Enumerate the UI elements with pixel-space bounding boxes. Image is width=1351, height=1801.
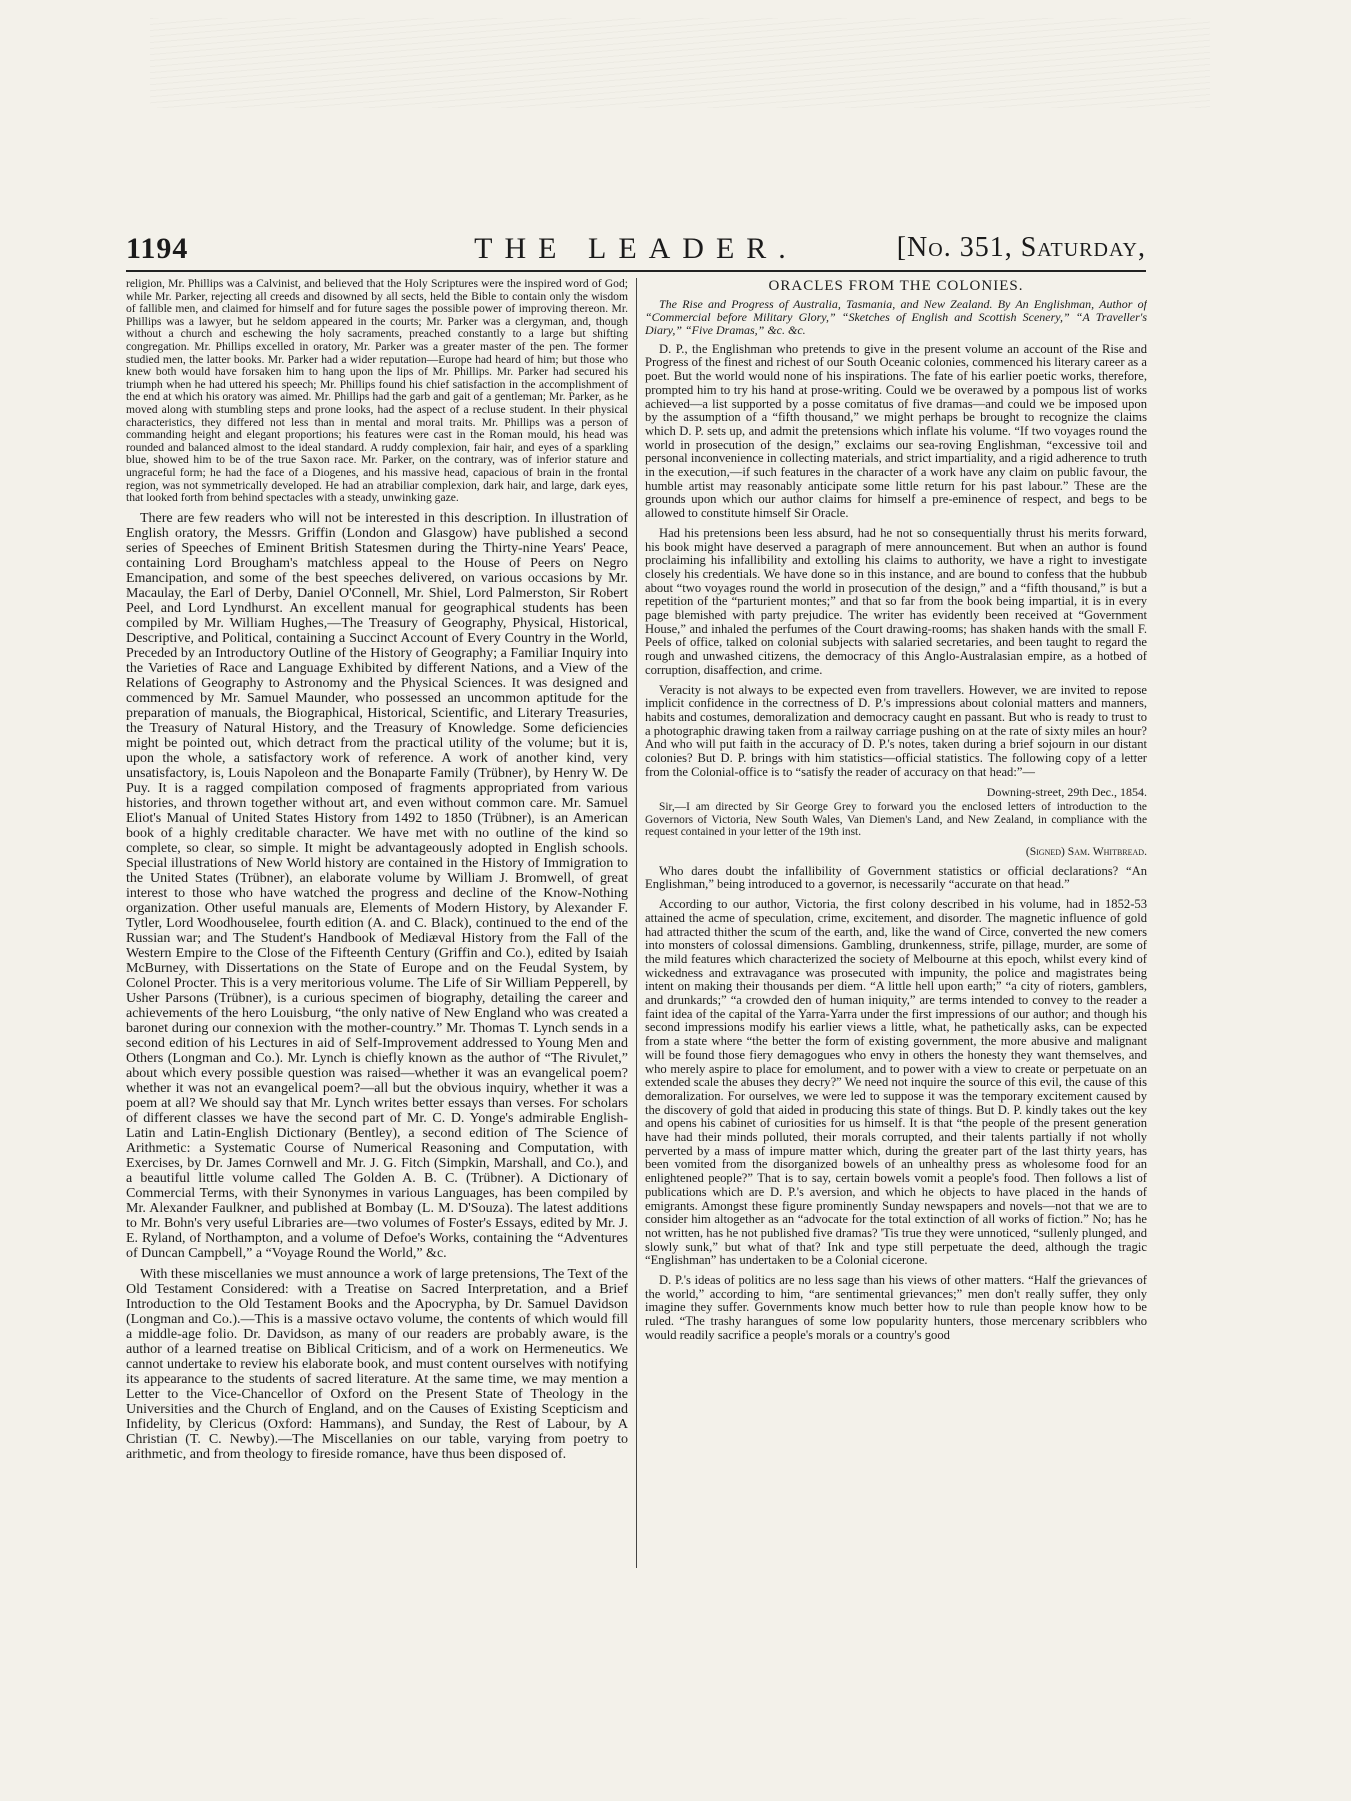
right-paragraph-1: D. P., the Englishman who pretends to give in the present volume an account of the Rise and Progress of the finest and richest of our South Oceanic colonies, commenced his literary career as a poet. But the world would none of his inspirations. The fate of his earlier poetic works, therefore, prompted him to try his hand at prose-writing. Could we be overawed by a pompous list of works achieved—a list supported by a posse comitatus of five dramas—and could we be imposed upon by the assumption of a “fifth thousand,” we might perhaps be brought to recognize the claims which D. P. sets up, and admit the pretensions which inflate his volume. “If two voyages round the world in prosecution of the design,” exclaims our sea-roving Englishman, “excessive toil and personal inconvenience in collecting materials, and strict impartiality, and a rigid adherence to truth in the execution,—if such features in the character of a work have any claim on public favour, the humble artist may reasonably anticipate some little return for his past labour.” These are the grounds upon which our author claims for himself a pre-eminence of respect, and begs to be allowed to constitute himself Sir Oracle. <box>645 341 1147 521</box>
left-column <box>126 278 628 1574</box>
letter-signature: (Signed) Sam. Whitbread. <box>1025 844 1147 858</box>
quoted-letter: Sir,—I am directed by Sir George Grey to forward you the enclosed letters of introduction to the Governors of Victoria, New South Wales, Van Diemen's Land, and New Zealand, in compliance with the request contained in your letter of the 19th inst. <box>645 801 1147 839</box>
right-paragraph-4: Who dares doubt the infallibility of Government statistics or official declarations? “An Englishman,” being introduced to a governor, is necessarily “accurate on that head.” <box>645 863 1147 892</box>
issue-label: [No. 351, Saturday, <box>896 232 1146 263</box>
header-rule <box>126 270 1146 272</box>
letter-dateline: Downing-street, 29th Dec., 1854. <box>986 784 1147 799</box>
page-number: 1194 <box>126 232 189 265</box>
reviewed-book-title: The Rise and Progress of Australia, Tasmania, and New Zealand. By An Englishman, Author of “Commercial before Military Glory,” “Sketches of English and Scottish Scenery,” “A Traveller's Diary,” “Five Dramas,” &c. &c. <box>645 296 1147 337</box>
right-paragraph-2: Had his pretensions been less absurd, had he not so consequentially thrust his merits forward, his book might have deserved a paragraph of mere announcement. But when an author is found proclaiming his infallibility and extolling his claims to authority, we have a right to investigate closely his credentials. We have done so in this instance, and are bound to confess that the hubbub about “two voyages round the world in prosecution of the design,” and a “fifth thousand,” is but a repetition of the “parturient montes;” and that so far from the book being impartial, it is in every page blemished with party prejudice. The writer has evidently been received at “Government House,” and inhaled the perfumes of the Court drawing-rooms; has shaken hands with the small F. Peels of office, talked on colonial subjects with salaried secretaries, and been taught to regard the rough and unwashed citizens, the democracy of this Anglo-Australasian empire, as a hotbed of corruption, disaffection, and crime. <box>645 525 1147 677</box>
right-paragraph-3: Veracity is not always to be expected even from travellers. However, we are invited to repose implicit confidence in the correctness of D. P.'s impressions about colonial matters and manners, habits and costumes, demoralization and democracy caught en passant. But who is ready to trust to a photographic drawing taken from a railway carriage pushing on at the rate of sixty miles an hour? And who will put faith in the accuracy of D. P.'s notes, taken during a brief sojourn in our distant colonies? But D. P. brings with him statistics—official statistics. The following copy of a letter from the Colonial-office is to “satisfy the reader of accuracy on that head:”— <box>645 682 1147 779</box>
running-header <box>126 228 1146 274</box>
publication-title: THE LEADER. <box>474 232 798 265</box>
left-paragraph-2: There are few readers who will not be interested in this description. In illustration of English oratory, the Messrs. Griffin (London and Glasgow) have published a second series of Speeches of Eminent British Statesmen during the Thirty-nine Years' Peace, containing Lord Brougham's matchless appeal to the House of Peers on Negro Emancipation, and some of the best speeches delivered, on various occasions by Mr. Macaulay, the Earl of Derby, Daniel O'Connell, Mr. Shiel, Lord Palmerston, Sir Robert Peel, and Lord Lyndhurst. An excellent manual for geographical students has been compiled by Mr. William Hughes,—The Treasury of Geography, Physical, Historical, Descriptive, and Political, containing a Succinct Account of Every Country in the World, Preceded by an Introductory Outline of the History of Geography; a Familiar Inquiry into the Varieties of Race and Language Exhibited by different Nations, and a View of the Relations of Geography to Astronomy and the Physical Sciences. It was designed and commenced by Mr. Samuel Maunder, who possessed an uncommon aptitude for the preparation of manuals, the Biographical, Historical, Scientific, and Literary Treasuries, the Treasury of Natural History, and the Treasury of Knowledge. Some deficiencies might be pointed out, which detract from the practical utility of the volume; but it is, upon the whole, a satisfactory work of reference. A work of another kind, very unsatisfactory, is, Louis Napoleon and the Bonaparte Family (Trübner), by Henry W. De Puy. It is a ragged compilation composed of fragments appropriated from various histories, and thrown together without art, and even without common care. Mr. Samuel Eliot's Manual of United States History from 1492 to 1850 (Trübner), is an American book of a highly creditable character. We have met with no outline of the kind so complete, so clear, so simple. It might be advantageously adopted in English schools. Special illustrations of New World history are contained in the History of Immigration to the United States (Trübner), an elaborate volume by William J. Bromwell, of great interest to those who have watched the progress and decline of the Know-Nothing organization. Other useful manuals are, Elements of Modern History, by Alexander F. Tytler, Lord Woodhouselee, fourth edition (A. and C. Black), continued to the end of the Russian war; and The Student's Handbook of Mediæval History from the Fall of the Western Empire to the Close of the Fifteenth Century (Griffin and Co.), edited by Isaiah McBurney, with Dissertations on the State of Europe and on the Feudal System, by Colonel Procter. This is a very meritorious volume. The Life of Sir William Pepperell, by Usher Parsons (Trübner), is a curious specimen of biography, detailing the career and achievements of the hero Louisburg, “the only native of New England who was created a baronet during our connexion with the mother-country.” Mr. Thomas T. Lynch sends in a second edition of his Lectures in aid of Self-Improvement addressed to Young Men and Others (Longman and Co.). Mr. Lynch is chiefly known as the author of “The Rivulet,” about which every possible question was raised—whether it was an evangelical poem? whether it was not an evangelical poem?—all but the obvious inquiry, whether it was a poem at all? We should say that Mr. Lynch writes better essays than verses. For scholars of different classes we have the second part of Mr. C. D. Yonge's admirable English-Latin and Latin-English Dictionary (Bentley), a second edition of The Science of Arithmetic: a Systematic Course of Numerical Reasoning and Computation, with Exercises, by Dr. James Cornwell and Mr. J. G. Fitch (Simpkin, Marshall, and Co.), and a beautiful little volume called The Golden A. B. C. (Trübner). A Dictionary of Commercial Terms, with their Synonymes in various Languages, has been compiled by Mr. Alexander Faulkner, and published at Bombay (L. M. D'Souza). The latest additions to Mr. Bohn's very useful Libraries are—two volumes of Foster's Essays, edited by Mr. J. E. Ryland, of Northampton, and a volume of Defoe's Works, containing the “Adventures of Duncan Campbell,” a “Voyage Round the World,” &c. <box>126 510 628 1261</box>
left-paragraph-1: religion, Mr. Phillips was a Calvinist, and believed that the Holy Scriptures were the inspired word of God; while Mr. Parker, rejecting all creeds and disowned by all sects, held the Bible to contain only the wisdom of fallible men, and claimed for himself and for future sages the possible power of improving thereon. Mr. Phillips was a lawyer, but he seldom appeared in the courts; Mr. Parker was a clergyman, and, though without a church and eschewing the holy sacraments, preached constantly to a large but shifting congregation. Mr. Phillips excelled in oratory, Mr. Parker was a greater master of the pen. The former studied men, the latter books. Mr. Parker had a wider reputation—Europe had heard of him; but those who knew both would have forsaken him to hang upon the lips of Mr. Phillips. Mr. Parker had secured his triumph when he had uttered his speech; Mr. Phillips found his chief satisfaction in the accomplishment of the end at which his oratory was aimed. Mr. Phillips had the garb and gait of a gentleman; Mr. Parker, as he moved along with stumbling steps and prone looks, had the aspect of a recluse student. In their physical characteristics, they differed not less than in mental and moral traits. Mr. Phillips was a person of commanding height and elegant proportions; his features were cast in the Roman mould, his head was rounded and balanced almost to the ideal standard. A ruddy complexion, fair hair, and eyes of a sparkling blue, showed him to be of the true Saxon race. Mr. Parker, on the contrary, was of inferior stature and ungraceful form; he had the face of a Diogenes, and his massive head, capacious of brain in the frontal region, was not symmetrically developed. He had an atrabiliar complexion, dark hair, and large, dark eyes, that looked forth from behind spectacles with a steady, unwinking gaze. <box>126 278 628 505</box>
paper-scuff-marks <box>150 18 1210 108</box>
right-paragraph-5: According to our author, Victoria, the first colony described in his volume, had in 1852-53 attained the acme of speculation, crime, excitement, and disorder. The magnetic influence of gold had attracted thither the scum of the earth, and, like the wand of Circe, converted the new comers into monsters of colossal dimensions. Gambling, drunkenness, strife, pillage, murder, are some of the mild features which characterized the society of Melbourne at this epoch, whilst every kind of wickedness and extravagance was prosecuted with impunity, the police and magistrates being intent on making their thousands per diem. “A little hell upon earth;” “a city of rioters, gamblers, and drunkards;” “a crowded den of human iniquity,” are terms intended to convey to the reader a faint idea of the capital of the Yarra-Yarra under the first impressions of our author; and though his second impressions modify his earlier views a little, what, he pathetically asks, can be expected from a state where “the better the form of existing government, the more abusive and malignant will be found those fiery demagogues who envy in others the honesty they want themselves, and who merely aspire to place for emolument, and to power with a view to create or perpetuate on an extended scale the abuses they decry?” We need not inquire the source of this evil, the cause of this demoralization. For ourselves, we were led to suppose it was the temporary excitement caused by the discovery of gold that aided in producing this state of things. But D. P. kindly takes out the key and opens his cabinet of curiosities for us himself. It is that “the people of the present generation have had their minds polluted, their morals corrupted, and their talents partially if not wholly perverted by a mass of impure matter which, during the greater part of the last thirty years, has been vomited from the disorganized bowels of an unhealthy press as wholesome food for an enlightened people?” That is to say, certain bowels vomit a people's food. Then follows a list of publications which are D. P.'s aversion, and which he objects to have placed in the hands of emigrants. Amongst these figure prominently Sunday newspapers and novels—not that we are to consider him altogether as an “advocate for the total extinction of all works of fiction.” No; has he not written, has he not published five dramas? 'Tis true they were unnoticed, “sullenly plunged, and slowly sunk,” but what of that? Ink and type still perpetuate the deed, although the tragic “Englishman” has undertaken to be a Colonial cicerone. <box>645 897 1147 1268</box>
column-divider <box>636 278 637 1568</box>
article-heading: ORACLES FROM THE COLONIES. <box>768 278 1024 294</box>
right-column <box>645 278 1147 1574</box>
left-paragraph-3: With these miscellanies we must announce a work of large pretensions, The Text of the Old Testament Considered: with a Treatise on Sacred Interpretation, and a Brief Introduction to the Old Testament Books and the Apocrypha, by Dr. Samuel Davidson (Longman and Co.).—This is a massive octavo volume, the contents of which would fill a middle-age folio. Dr. Davidson, as many of our readers are probably aware, is the author of a learned treatise on Biblical Criticism, and of a work on Hermeneutics. We cannot undertake to review his elaborate book, and must content ourselves with notifying its appearance to the students of sacred literature. At the same time, we may mention a Letter to the Vice-Chancellor of Oxford on the Present State of Theology in the Universities and the Church of England, and on the Causes of Existing Scepticism and Infidelity, by Clericus (Oxford: Hammans), and Sunday, the Rest of Labour, by A Christian (T. C. Newby).—The Miscellanies on our table, varying from poetry to arithmetic, and from theology to fireside romance, have thus been disposed of. <box>126 1266 628 1462</box>
right-paragraph-6: D. P.'s ideas of politics are no less sage than his views of other matters. “Half the grievances of the world,” according to him, “are sentimental grievances;” men don't really suffer, they only imagine they suffer. Governments know much better how to rule than people know how to be ruled. “The trashy harangues of some low popularity hunters, those mercenary scribblers who would readily sacrifice a people's morals or a country's good <box>645 1273 1147 1342</box>
